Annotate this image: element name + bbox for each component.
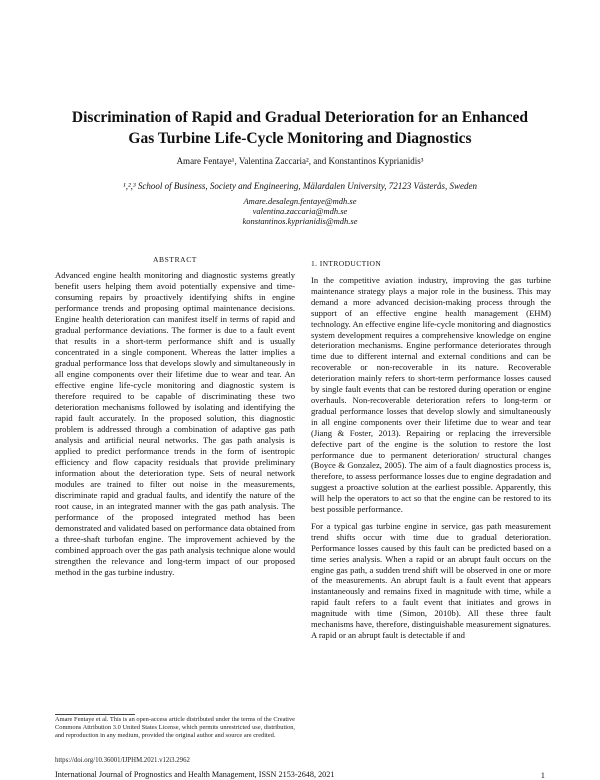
abstract-text: Advanced engine health monitoring and diagnostic systems greatly benefit users helping them avoid potentially expensive and time-consuming repairs by proactively identifying shifts in engine performance trends and proposing optimal maintenance decisions. Engine health deterioration can manifest itself in terms of rapid and gradual performance deviations. The former is due to a fault event that results in a short-term performance shift and is usually concentrated in a single component. Whereas the latter implies a gradual performance loss that develops slowly and simultaneously in all engine components over their lifetime due to wear and tear. An effective engine life-cycle monitoring and diagnostic system is therefore required to be capable of discriminating these two deterioration mechanisms followed by isolating and identifying the rapid fault accurately. In the proposed solution, this diagnostic problem is addressed through a combination of adaptive gas path analysis and artificial neural networks. The gas path analysis is applied to predict performance trends in the form of isentropic efficiency and flow capacity residuals that provide preliminary information about the deterioration type. Sets of neural network modules are trained to filter out noise in the measurements, discriminate rapid and gradual faults, and identify the nature of the root cause, in an integrated manner with the gas path analysis. The performance of the proposed integrated method has been demonstrated and validated based on performance data obtained from a three-shaft turbofan engine. The improvement achieved by the combined approach over the gas path analysis technique alone would strengthen the relevance and long-term impact of our proposed method in the gas turbine industry. [55,270,295,577]
journal-footer: International Journal of Prognostics and Health Management, ISSN 2153-2648, 2021 [55,770,335,779]
footnote-divider [55,714,135,715]
license-footnote: Amare Fentaye et al. This is an open-access article distributed under the terms of the Creative Commons Attribution 3.0 United States License, which permits unrestricted use, distribution, and reproduction in any medium, provided the original author and source are credited. [55,716,295,739]
paper-title [50,107,550,149]
introduction-heading: 1. INTRODUCTION [311,259,382,268]
introduction-paragraph-2: For a typical gas turbine engine in service, gas path measurement trend shifts occur with time due to gradual deterioration. Performance losses caused by this fault can be predicted based on a time series analysis. When a rapid or an abrupt fault occurs on the engine gas path, a sudden trend shift will be observed in one or more of the measurements. An abrupt fault is a fault event that appears instantaneously and remains fixed in magnitude with time, while a rapid fault refers to a fault event that initiates and grows in magnitude with time (Simon, 2010b). All these three fault mechanisms have, therefore, distinguishable measurement signatures. A rapid or an abrupt fault is detectable if and [311,520,551,640]
email-3[interactable]: konstantinos.kyprianidis@mdh.se [242,216,358,226]
introduction-body [311,275,551,647]
page-number: 1 [540,770,545,780]
doi-link[interactable]: https://doi.org/10.36001/IJPHM.2021.v12i3.2962 [55,757,190,764]
author-list: Amare Fentaye¹, Valentina Zaccaria², and Konstantinos Kyprianidis³ [176,156,424,166]
affiliation: ¹,²,³ School of Business, Society and Engineering, Mälardalen University, 72123 Västerås, Sweden [123,181,477,191]
email-list [40,196,560,226]
abstract-heading: ABSTRACT [153,255,197,264]
introduction-paragraph-1: In the competitive aviation industry, improving the gas turbine maintenance strategy plays a major role in the business. This may demand a more advanced decision-making process through the support of an effective engine health management (EHM) technology. An effective engine life-cycle monitoring and diagnostics system development requires a comprehensive knowledge on engine deterioration mechanisms. Engine performance deteriorates through time due to different internal and external conditions and can be recoverable or non-recoverable in its nature. Recoverable deterioration mainly refers to short-term performance losses caused by single fault events that can be restored during operation or engine overhauls. Non-recoverable deterioration refers to long-term or gradual performance losses that develop slowly and simultaneously in all engine components over their lifetime due to wear and tear (Jiang & Foster, 2013). Repairing or replacing the irreversible defective part of the engine is the solution to restore the lost performance due to permanent deterioration/ structural changes (Boyce & Gonzalez, 2005). The aim of a fault diagnostics process is, therefore, to assess performance losses due to engine degradation and suggest a proactive solution at the earliest possible. Apparently, this will help the operators to act so that the engine can be restored to its best possible performance. [311,275,551,515]
title-line-1: Discrimination of Rapid and Gradual Deterioration for an Enhanced [71,109,529,126]
email-1[interactable]: Amare.desalegn.fentaye@mdh.se [243,196,357,206]
title-line-2: Gas Turbine Life-Cycle Monitoring and Diagnostics [128,130,472,147]
email-2[interactable]: valentina.zaccaria@mdh.se [252,206,348,216]
